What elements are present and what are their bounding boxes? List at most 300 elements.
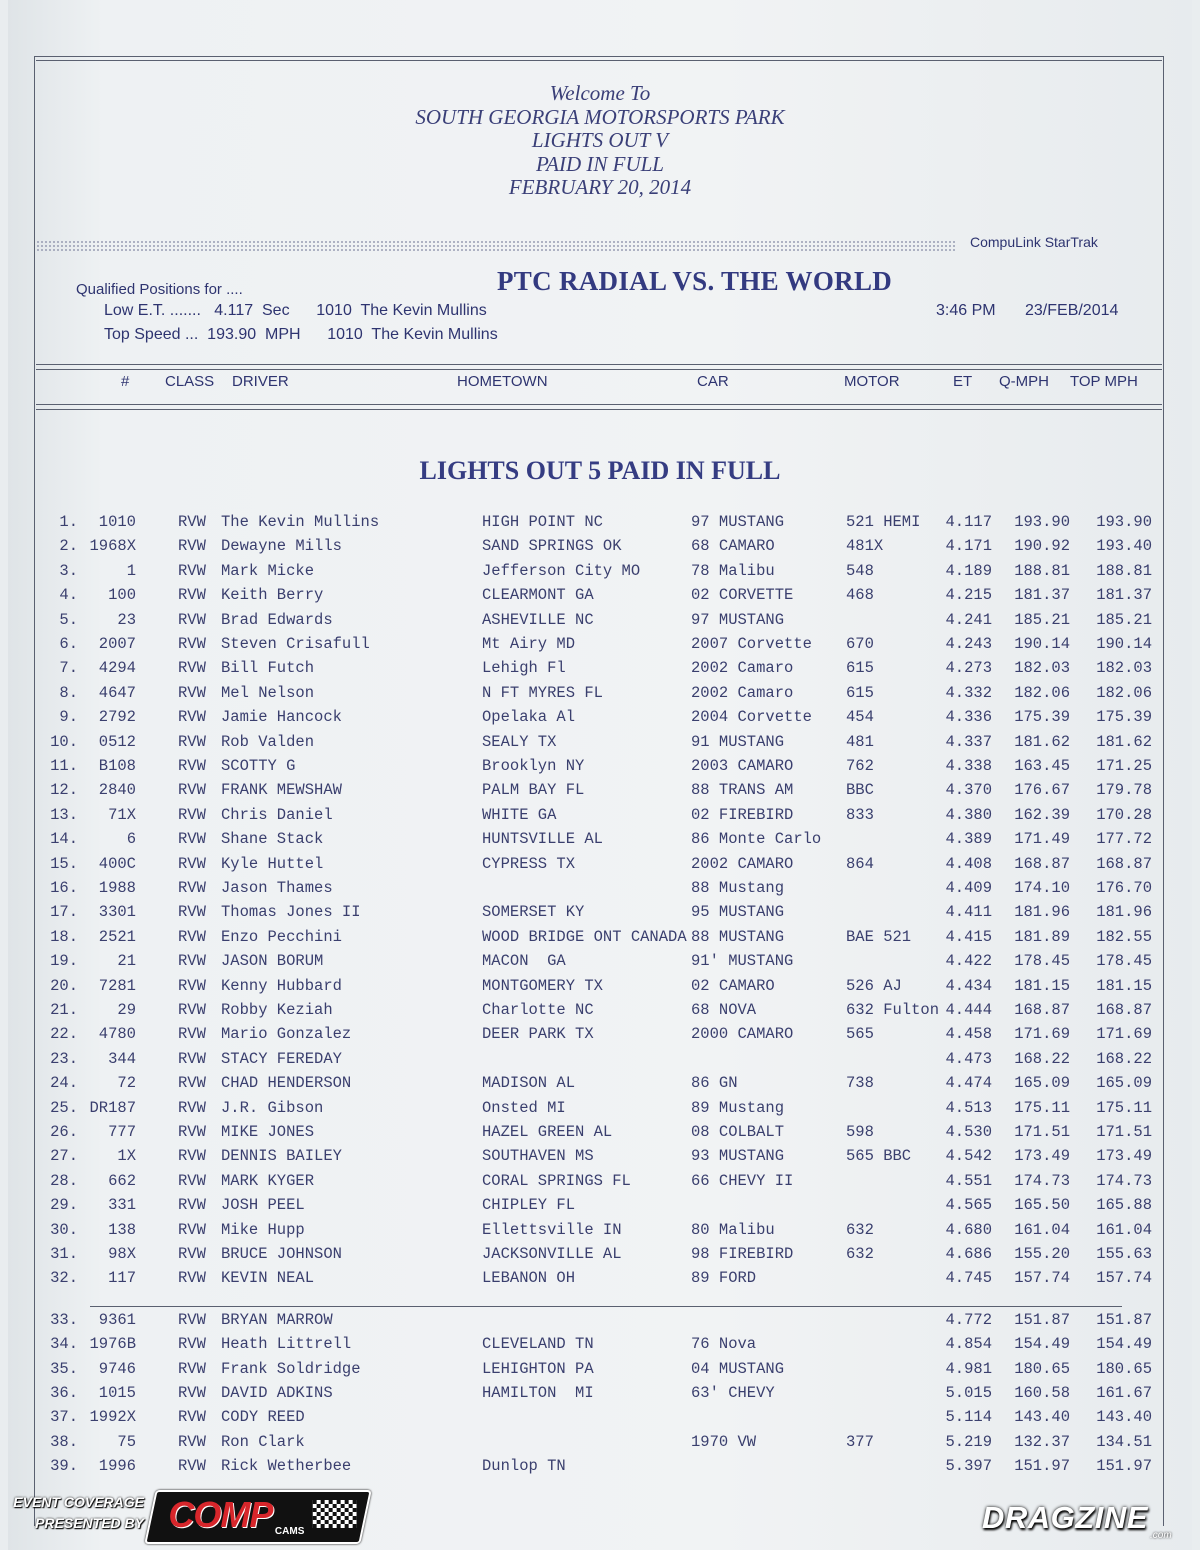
col-driver: DRIVER	[232, 373, 289, 390]
row-et: 4.680	[945, 1220, 992, 1239]
row-pos: 9.	[59, 708, 78, 727]
row-qmph: 193.90	[1014, 513, 1070, 531]
row-qmph: 143.40	[1014, 1408, 1070, 1427]
row-driver: Steven Crisafull	[221, 635, 370, 653]
row-class: RVW	[178, 659, 206, 678]
row-pos: 37.	[50, 1408, 78, 1427]
row-topmph: 176.70	[1096, 879, 1152, 897]
table-row	[0, 1221, 1200, 1245]
row-et: 4.389	[945, 830, 992, 849]
row-topmph: 193.40	[1096, 537, 1152, 556]
row-motor: BBC	[846, 781, 874, 800]
row-car: 02 CAMARO	[691, 976, 775, 995]
row-pos: 4.	[59, 586, 78, 605]
row-topmph: 182.06	[1096, 683, 1152, 702]
row-car: 04 MUSTANG	[691, 1359, 785, 1378]
row-topmph: 177.72	[1096, 830, 1152, 849]
table-row	[0, 562, 1200, 586]
row-topmph: 171.69	[1096, 1025, 1152, 1044]
table-row	[0, 757, 1200, 781]
row-pos: 18.	[50, 927, 78, 946]
row-car: 02 CORVETTE	[691, 586, 794, 605]
row-motor: 632	[846, 1245, 874, 1263]
row-pos: 36.	[50, 1384, 78, 1402]
row-et: 4.117	[945, 513, 992, 531]
row-qmph: 185.21	[1014, 610, 1070, 629]
row-class: RVW	[178, 1001, 206, 1019]
row-car-number: 4294	[98, 659, 136, 678]
row-qmph: 181.37	[1014, 586, 1070, 605]
row-driver: The Kevin Mullins	[221, 513, 380, 531]
row-car-number: 1015	[98, 1384, 136, 1402]
row-hometown: CLEVELAND TN	[482, 1335, 594, 1354]
dragzine-logo: DRAGZINE	[982, 1500, 1148, 1535]
row-pos: 33.	[50, 1310, 78, 1329]
row-motor: 864	[846, 854, 874, 873]
row-motor: 548	[846, 561, 874, 580]
row-et: 4.772	[945, 1310, 992, 1329]
row-et: 4.189	[945, 561, 992, 580]
table-row	[0, 659, 1200, 683]
row-qmph: 174.73	[1014, 1171, 1070, 1190]
row-et: 5.397	[945, 1457, 992, 1476]
row-topmph: 185.21	[1096, 610, 1152, 629]
row-driver: JASON BORUM	[221, 952, 324, 971]
row-topmph: 190.14	[1096, 635, 1152, 653]
col-et: ET	[953, 373, 973, 390]
row-et: 4.434	[945, 976, 992, 995]
row-qmph: 178.45	[1014, 952, 1070, 971]
row-car-number: 2792	[98, 708, 136, 727]
row-class: RVW	[178, 683, 206, 702]
row-et: 4.370	[945, 781, 992, 800]
row-pos: 2.	[59, 537, 78, 556]
row-motor: 481X	[846, 537, 884, 556]
row-et: 4.241	[945, 610, 992, 629]
row-car-number: 4780	[98, 1025, 136, 1044]
table-row	[0, 513, 1200, 537]
row-qmph: 181.15	[1014, 976, 1070, 995]
row-topmph: 154.49	[1096, 1335, 1152, 1354]
row-class: RVW	[178, 1098, 206, 1117]
table-row	[0, 1269, 1200, 1293]
row-hometown: SOUTHAVEN MS	[482, 1147, 594, 1166]
row-driver: Frank Soldridge	[221, 1359, 361, 1378]
row-topmph: 151.97	[1096, 1457, 1152, 1476]
row-qmph: 161.04	[1014, 1220, 1070, 1239]
row-car-number: 100	[108, 586, 136, 605]
frame-top-line	[34, 56, 1164, 57]
row-class: RVW	[178, 561, 206, 580]
event-coverage-badge	[10, 1492, 144, 1534]
row-driver: Mario Gonzalez	[221, 1025, 352, 1044]
row-class: RVW	[178, 952, 206, 971]
row-pos: 31.	[50, 1245, 78, 1263]
event-name: LIGHTS OUT V	[531, 128, 669, 152]
row-et: 4.854	[945, 1335, 992, 1354]
row-hometown: Charlotte NC	[482, 1001, 594, 1019]
row-pos: 11.	[50, 757, 78, 775]
table-row	[0, 1050, 1200, 1074]
row-car: 76 Nova	[691, 1335, 757, 1354]
row-pos: 13.	[50, 805, 78, 824]
row-et: 4.408	[945, 854, 992, 873]
row-motor: 762	[846, 757, 874, 775]
row-et: 4.336	[945, 708, 992, 727]
row-topmph: 170.28	[1096, 805, 1152, 824]
table-row	[0, 586, 1200, 610]
row-et: 4.686	[945, 1245, 992, 1263]
row-driver: Jamie Hancock	[221, 708, 342, 727]
row-class: RVW	[178, 903, 206, 922]
row-topmph: 151.87	[1096, 1310, 1152, 1329]
header-rule-top-2	[36, 369, 1162, 370]
row-car-number: 7281	[98, 976, 136, 995]
row-driver: Robby Keziah	[221, 1001, 333, 1019]
row-pos: 8.	[59, 683, 78, 702]
row-hometown: Lehigh Fl	[482, 659, 566, 678]
col-car: CAR	[697, 373, 729, 390]
table-row	[0, 1457, 1200, 1481]
row-motor: 521 HEMI	[846, 513, 921, 531]
row-driver: Ron Clark	[221, 1432, 305, 1451]
row-car-number: 331	[108, 1196, 136, 1215]
row-et: 4.411	[945, 903, 992, 922]
col-num: #	[121, 373, 130, 390]
row-hometown: MADISON AL	[482, 1074, 576, 1093]
col-hometown: HOMETOWN	[457, 373, 548, 390]
print-date: 23/FEB/2014	[1025, 302, 1119, 319]
row-class: RVW	[178, 1049, 206, 1068]
table-row	[0, 1123, 1200, 1147]
row-class: RVW	[178, 830, 206, 849]
row-pos: 25.	[50, 1098, 78, 1117]
presented-by-text: PRESENTED BY	[35, 1515, 144, 1531]
row-hometown: HAZEL GREEN AL	[482, 1123, 613, 1141]
print-time: 3:46 PM	[936, 302, 996, 319]
row-class: RVW	[178, 1245, 206, 1263]
row-qmph: 182.03	[1014, 659, 1070, 678]
row-driver: FRANK MEWSHAW	[221, 781, 342, 800]
row-car-number: 1996	[98, 1457, 136, 1476]
row-car-number: 1X	[117, 1147, 136, 1166]
row-pos: 16.	[50, 879, 78, 897]
row-topmph: 175.39	[1096, 708, 1152, 727]
table-row	[0, 708, 1200, 732]
row-class: RVW	[178, 757, 206, 775]
row-car-number: 71X	[108, 805, 136, 824]
row-pos: 10.	[50, 732, 78, 751]
welcome-block	[0, 82, 1200, 200]
row-et: 5.219	[945, 1432, 992, 1451]
row-driver: JOSH PEEL	[221, 1196, 305, 1215]
table-row	[0, 684, 1200, 708]
row-hometown: ASHEVILLE NC	[482, 610, 594, 629]
row-topmph: 188.81	[1096, 561, 1152, 580]
row-topmph: 155.63	[1096, 1245, 1152, 1263]
row-qmph: 171.49	[1014, 830, 1070, 849]
row-hometown: CORAL SPRINGS FL	[482, 1171, 631, 1190]
row-driver: Mike Hupp	[221, 1220, 305, 1239]
row-class: RVW	[178, 586, 206, 605]
row-topmph: 168.22	[1096, 1049, 1152, 1068]
compulink-label: CompuLink StarTrak	[970, 234, 1098, 250]
row-car-number: 3301	[98, 903, 136, 922]
row-car-number: DR187	[89, 1098, 136, 1117]
table-row	[0, 1196, 1200, 1220]
row-pos: 27.	[50, 1147, 78, 1166]
row-car: 2007 Corvette	[691, 635, 812, 653]
row-topmph: 181.62	[1096, 732, 1152, 751]
row-et: 4.273	[945, 659, 992, 678]
row-qmph: 155.20	[1014, 1245, 1070, 1263]
row-pos: 28.	[50, 1171, 78, 1190]
row-car: 02 FIREBIRD	[691, 805, 794, 824]
row-hometown: CLEARMONT GA	[482, 586, 594, 605]
row-driver: Dewayne Mills	[221, 537, 342, 556]
row-topmph: 168.87	[1096, 854, 1152, 873]
row-car-number: 1976B	[89, 1335, 136, 1354]
row-et: 4.444	[945, 1001, 992, 1019]
table-row	[0, 952, 1200, 976]
cams-logo-text: CAMS	[274, 1526, 305, 1537]
class-title: PTC RADIAL VS. THE WORLD	[497, 266, 893, 296]
row-hometown: DEER PARK TX	[482, 1025, 594, 1044]
row-motor: 632	[846, 1220, 874, 1239]
table-row	[0, 1001, 1200, 1025]
row-class: RVW	[178, 976, 206, 995]
row-driver: CODY REED	[221, 1408, 305, 1427]
row-topmph: 178.45	[1096, 952, 1152, 971]
row-car: 68 NOVA	[691, 1001, 757, 1019]
row-qmph: 175.11	[1014, 1098, 1070, 1117]
row-car: 97 MUSTANG	[691, 610, 785, 629]
event-date: FEBRUARY 20, 2014	[508, 175, 692, 199]
row-topmph: 161.67	[1096, 1384, 1152, 1402]
row-driver: Shane Stack	[221, 830, 324, 849]
row-car: 88 MUSTANG	[691, 927, 785, 946]
row-hometown: WHITE GA	[482, 805, 557, 824]
table-row	[0, 1245, 1200, 1269]
row-hometown: Ellettsville IN	[482, 1220, 622, 1239]
row-hometown: WOOD BRIDGE ONT CANADA	[482, 927, 687, 946]
comp-logo-text: COMP	[168, 1494, 273, 1535]
row-class: RVW	[178, 879, 206, 897]
row-topmph: 165.09	[1096, 1074, 1152, 1093]
row-car-number: 4647	[98, 683, 136, 702]
row-et: 4.338	[945, 757, 992, 775]
row-car-number: 98X	[108, 1245, 136, 1263]
row-driver: Chris Daniel	[221, 805, 333, 824]
row-hometown: Opelaka Al	[482, 708, 576, 727]
row-car-number: 23	[117, 610, 136, 629]
row-et: 4.215	[945, 586, 992, 605]
row-et: 4.171	[945, 537, 992, 556]
row-driver: Brad Edwards	[221, 610, 333, 629]
row-qmph: 190.14	[1014, 635, 1070, 653]
row-qmph: 165.09	[1014, 1074, 1070, 1093]
row-pos: 35.	[50, 1359, 78, 1378]
row-qmph: 181.62	[1014, 732, 1070, 751]
table-row	[0, 928, 1200, 952]
row-driver: Mark Micke	[221, 561, 315, 580]
row-qmph: 190.92	[1014, 537, 1070, 556]
row-et: 4.458	[945, 1025, 992, 1044]
row-class: RVW	[178, 708, 206, 727]
row-class: RVW	[178, 1269, 206, 1288]
row-topmph: 171.51	[1096, 1123, 1152, 1141]
row-car: 95 MUSTANG	[691, 903, 785, 922]
row-et: 4.513	[945, 1098, 992, 1117]
row-pos: 26.	[50, 1123, 78, 1141]
row-motor: 670	[846, 635, 874, 653]
row-topmph: 181.96	[1096, 903, 1152, 922]
row-topmph: 157.74	[1096, 1269, 1152, 1288]
row-car: 2003 CAMARO	[691, 757, 794, 775]
row-et: 4.332	[945, 683, 992, 702]
row-topmph: 179.78	[1096, 781, 1152, 800]
col-qmph: Q-MPH	[999, 373, 1049, 390]
row-car-number: 9361	[98, 1310, 136, 1329]
row-pos: 1.	[59, 513, 78, 531]
row-car-number: 1010	[98, 513, 136, 531]
row-hometown: HUNTSVILLE AL	[482, 830, 603, 849]
table-row	[0, 830, 1200, 854]
row-car: 66 CHEVY II	[691, 1171, 794, 1190]
row-topmph: 143.40	[1096, 1408, 1152, 1427]
row-pos: 14.	[50, 830, 78, 849]
row-car: 08 COLBALT	[691, 1123, 785, 1141]
row-driver: Keith Berry	[221, 586, 324, 605]
table-row	[0, 781, 1200, 805]
table-row	[0, 1074, 1200, 1098]
row-class: RVW	[178, 1457, 206, 1476]
row-qmph: 154.49	[1014, 1335, 1070, 1354]
row-car-number: 400C	[98, 854, 136, 873]
row-topmph: 165.88	[1096, 1196, 1152, 1215]
row-class: RVW	[178, 805, 206, 824]
row-hometown: CYPRESS TX	[482, 854, 576, 873]
row-class: RVW	[178, 1025, 206, 1044]
row-hometown: LEHIGHTON PA	[482, 1359, 594, 1378]
header-rule-top	[36, 364, 1162, 365]
row-pos: 21.	[50, 1001, 78, 1019]
row-car-number: 344	[108, 1049, 136, 1068]
row-driver: DAVID ADKINS	[221, 1384, 333, 1402]
row-driver: Heath Littrell	[221, 1335, 352, 1354]
row-class: RVW	[178, 854, 206, 873]
row-car: 97 MUSTANG	[691, 513, 785, 531]
row-car-number: 2007	[98, 635, 136, 653]
dotted-divider	[36, 240, 956, 252]
row-motor: 481	[846, 732, 874, 751]
row-car-number: 2521	[98, 927, 136, 946]
row-car-number: 6	[126, 830, 136, 849]
row-qmph: 180.65	[1014, 1359, 1070, 1378]
row-class: RVW	[178, 1123, 206, 1141]
row-car: 89 Mustang	[691, 1098, 785, 1117]
row-et: 4.337	[945, 732, 992, 751]
table-row	[0, 903, 1200, 927]
row-topmph: 161.04	[1096, 1220, 1152, 1239]
row-pos: 6.	[59, 635, 78, 653]
table-row	[0, 1025, 1200, 1049]
row-hometown: MACON GA	[482, 952, 566, 971]
row-driver: Jason Thames	[221, 879, 333, 897]
row-class: RVW	[178, 1220, 206, 1239]
row-car-number: 777	[108, 1123, 136, 1141]
row-hometown: HIGH POINT NC	[482, 513, 603, 531]
row-driver: DENNIS BAILEY	[221, 1147, 342, 1166]
row-pos: 30.	[50, 1220, 78, 1239]
row-qmph: 174.10	[1014, 879, 1070, 897]
row-class: RVW	[178, 927, 206, 946]
table-row	[0, 879, 1200, 903]
row-et: 4.415	[945, 927, 992, 946]
row-car-number: 75	[117, 1432, 136, 1451]
row-car-number: 0512	[98, 732, 136, 751]
row-topmph: 181.37	[1096, 586, 1152, 605]
row-car: 89 FORD	[691, 1269, 757, 1288]
qualified-label: Qualified Positions for ....	[76, 281, 243, 298]
row-car-number: 1	[126, 561, 136, 580]
row-pos: 32.	[50, 1269, 78, 1288]
row-hometown: N FT MYRES FL	[482, 683, 603, 702]
row-pos: 38.	[50, 1432, 78, 1451]
row-class: RVW	[178, 1196, 206, 1215]
top-speed-line: Top Speed ... 193.90 MPH 1010 The Kevin Mullins	[104, 326, 498, 343]
event-coverage-text: EVENT COVERAGE	[13, 1494, 144, 1510]
row-class: RVW	[178, 1310, 206, 1329]
header-rule-bottom	[36, 404, 1162, 405]
row-driver: Rob Valden	[221, 732, 315, 751]
row-car: 2002 CAMARO	[691, 854, 794, 873]
row-qmph: 168.22	[1014, 1049, 1070, 1068]
row-driver: MARK KYGER	[221, 1171, 315, 1190]
row-car: 91 MUSTANG	[691, 732, 785, 751]
row-et: 4.473	[945, 1049, 992, 1068]
row-motor: 833	[846, 805, 874, 824]
row-et: 4.551	[945, 1171, 992, 1190]
table-row	[0, 733, 1200, 757]
comp-cams-logo	[144, 1490, 371, 1544]
row-motor: 468	[846, 586, 874, 605]
row-car: 93 MUSTANG	[691, 1147, 785, 1166]
row-motor: 615	[846, 659, 874, 678]
row-et: 5.015	[945, 1384, 992, 1402]
row-hometown: Jefferson City MO	[482, 561, 641, 580]
row-pos: 19.	[50, 952, 78, 971]
low-et-line: Low E.T. ....... 4.117 Sec 1010 The Kevin Mullins	[104, 302, 487, 319]
row-car-number: B108	[98, 757, 136, 775]
row-qmph: 168.87	[1014, 854, 1070, 873]
row-driver: Kyle Huttel	[221, 854, 324, 873]
row-class: RVW	[178, 1147, 206, 1166]
table-row	[0, 1384, 1200, 1408]
row-qmph: 175.39	[1014, 708, 1070, 727]
row-class: RVW	[178, 610, 206, 629]
row-qmph: 181.89	[1014, 927, 1070, 946]
row-motor: 632 Fulton	[846, 1001, 940, 1019]
row-car: 1970 VW	[691, 1432, 757, 1451]
table-row	[0, 1147, 1200, 1171]
table-row	[0, 1433, 1200, 1457]
row-car-number: 662	[108, 1171, 136, 1190]
row-pos: 17.	[50, 903, 78, 922]
event-subname: PAID IN FULL	[536, 151, 664, 176]
row-qmph: 151.87	[1014, 1310, 1070, 1329]
row-et: 4.243	[945, 635, 992, 653]
